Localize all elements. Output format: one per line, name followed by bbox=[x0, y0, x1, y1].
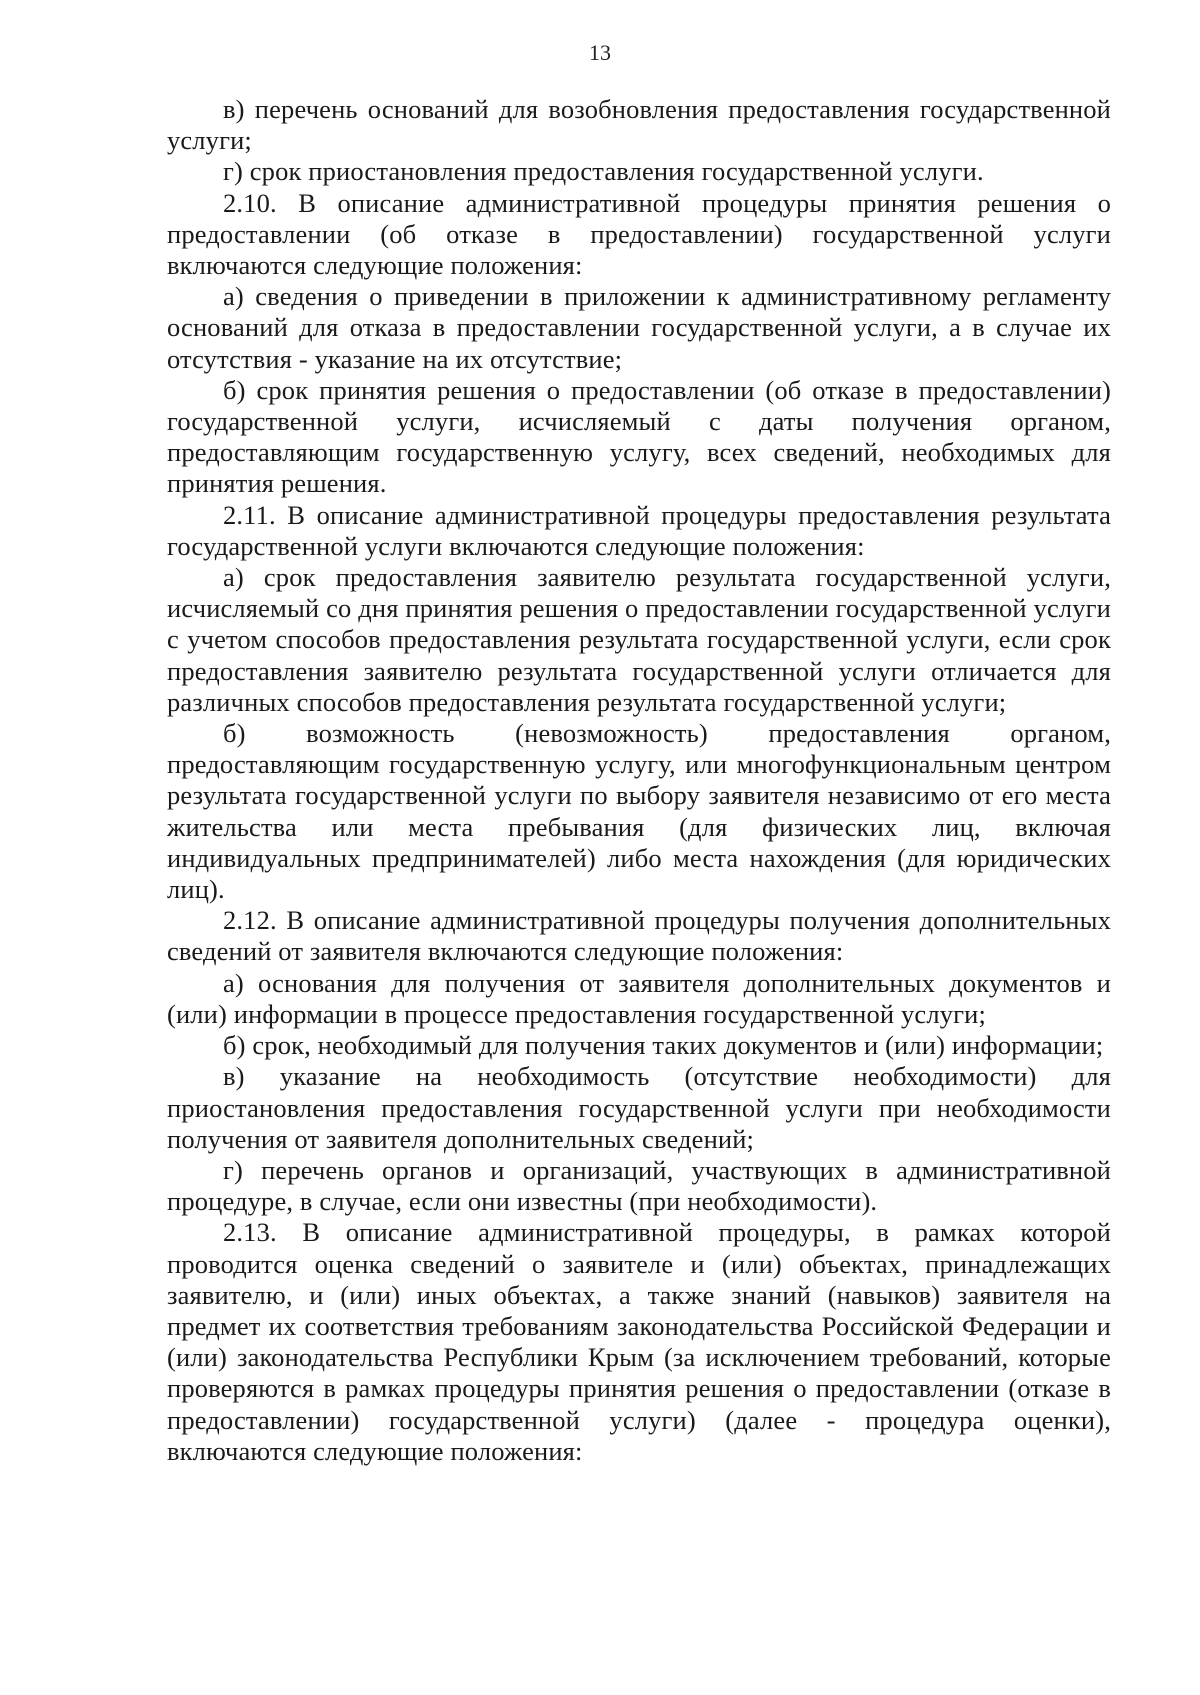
paragraph-2-12-v: в) указание на необходимость (отсутствие необходимости) для приостановления предоставления государственной услуги при необходимости получения от заявителя дополнительных сведений; bbox=[167, 1061, 1111, 1154]
paragraph-2-11: 2.11. В описание административной процедуры предоставления результата государственной услуги включаются следующие положения: bbox=[167, 499, 1111, 561]
document-body bbox=[167, 94, 1111, 1467]
paragraph-v-grounds-resumption: в) перечень оснований для возобновления предоставления государственной услуги; bbox=[167, 94, 1111, 156]
paragraph-2-10: 2.10. В описание административной процедуры принятия решения о предоставлении (об отказе в предоставлении) государственной услуги включаются следующие положения: bbox=[167, 187, 1111, 281]
paragraph-2-12: 2.12. В описание административной процедуры получения дополнительных сведений от заявителя включаются следующие положения: bbox=[167, 905, 1111, 967]
paragraph-2-13: 2.13. В описание административной процедуры, в рамках которой проводится оценка сведений о заявителе и (или) объектах, принадлежащих заявителю, и (или) иных объектах, а также знаний (навыков) заявителя на предмет их соответствия требованиям законодательства Российской Федерации и (или) законодательства Республики Крым (за исключением требований, которые проверяются в рамках процедуры принятия решения о предоставлении (отказе в предоставлении) государственной услуги) (далее - процедура оценки), включаются следующие положения: bbox=[167, 1217, 1111, 1466]
paragraph-2-12-b: б) срок, необходимый для получения таких документов и (или) информации; bbox=[223, 1030, 1104, 1061]
paragraph-g-suspension-term: г) срок приостановления предоставления государственной услуги. bbox=[223, 156, 984, 187]
paragraph-2-10-b: б) срок принятия решения о предоставлении (об отказе в предоставлении) государственной услуги, исчисляемый с даты получения органом, предоставляющим государственную услугу, всех сведений, необходимых для принятия решения. bbox=[167, 374, 1111, 499]
paragraph-2-11-a: а) срок предоставления заявителю результата государственной услуги, исчисляемый со дня принятия решения о предоставлении государственной услуги с учетом способов предоставления результата государственной услуги, если срок предоставления заявителю результата государственной услуги отличается для различных способов предоставления результата государственной услуги; bbox=[167, 562, 1111, 717]
page-number: 13 bbox=[589, 40, 611, 65]
paragraph-2-12-a: а) основания для получения от заявителя дополнительных документов и (или) информации в процессе предоставления государственной услуги; bbox=[167, 967, 1111, 1029]
paragraph-2-11-b: б) возможность (невозможность) предоставления органом, предоставляющим государственную услугу, или многофункциональным центром результата государственной услуги по выбору заявителя независимо от его места жительства или места пребывания (для физических лиц, включая индивидуальных предпринимателей) либо места нахождения (для юридических лиц). bbox=[167, 718, 1111, 905]
paragraph-2-12-g: г) перечень органов и организаций, участвующих в административной процедуре, в случае, если они известны (при необходимости). bbox=[167, 1154, 1111, 1217]
paragraph-2-10-a: а) сведения о приведении в приложении к административному регламенту оснований для отказа в предоставлении государственной услуги, а в случае их отсутствия - указание на их отсутствие; bbox=[167, 281, 1111, 374]
